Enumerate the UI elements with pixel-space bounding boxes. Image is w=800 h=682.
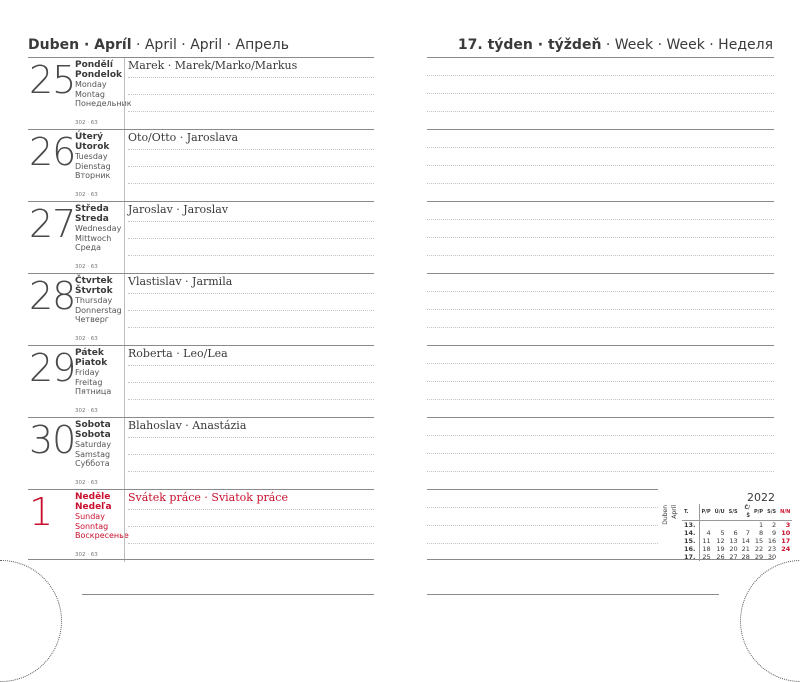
day-code: 302 · 63 [75, 192, 98, 198]
mini-calendar-weekday: S/S [765, 504, 778, 521]
day-row [28, 273, 374, 346]
day-names [75, 133, 111, 181]
day-name-de: Samstag [75, 449, 111, 459]
notes-line [427, 219, 774, 220]
writing-line [128, 94, 374, 95]
day-name-ru: Вторник [75, 171, 111, 181]
mini-calendar-day: 8 [758, 529, 764, 537]
day-number: 27 [29, 202, 76, 246]
mini-calendar-week [682, 537, 792, 545]
notes-day-rule [427, 345, 774, 346]
notes-line [427, 237, 774, 238]
day-name-de: Donnerstag [75, 305, 122, 315]
notes-line [427, 363, 774, 364]
notes-line [427, 255, 774, 256]
nameday-text: Vlastislav · Jarmila [128, 275, 233, 288]
mini-calendar-weekday: P/P [699, 504, 713, 521]
day-number: 28 [29, 274, 76, 318]
notes-line [427, 147, 774, 148]
notes-line [427, 453, 774, 454]
day-name-en: Tuesday [75, 152, 108, 161]
mini-calendar-day: 5 [720, 529, 725, 537]
writing-line [128, 111, 374, 112]
left-bottom-rule [28, 559, 374, 560]
day-code: 302 · 63 [75, 120, 98, 126]
nameday-text: Blahoslav · Anastázia [128, 419, 247, 432]
day-name-de: Dienstag [75, 161, 111, 171]
day-name-en: Thursday [75, 296, 113, 305]
day-name-de: Montag [75, 89, 105, 99]
month-name-bold: Duben · Apríl [28, 37, 132, 53]
day-name-sk: Piatok [75, 357, 108, 368]
day-name-de: Mittwoch [75, 233, 112, 243]
writing-line [128, 382, 374, 383]
page-corner-dots-left [0, 560, 62, 682]
notes-line [427, 399, 774, 400]
mini-calendar-day: 27 [729, 553, 738, 561]
notes-line [427, 165, 774, 166]
mini-calendar-day [727, 521, 740, 530]
notes-line [427, 543, 658, 544]
writing-line [128, 255, 374, 256]
nameday-text: Svátek práce · Sviatok práce [128, 491, 288, 504]
right-footer-rule [427, 594, 719, 595]
day-code: 302 · 63 [75, 480, 98, 486]
day-names [75, 277, 122, 325]
writing-line [128, 365, 374, 366]
day-number: 1 [29, 490, 53, 534]
mini-calendar-week-number: 15. [682, 537, 699, 545]
week-number-bold: 17. týden · týždeň [457, 37, 602, 53]
day-row [28, 57, 374, 130]
mini-calendar-day [740, 521, 752, 530]
mini-calendar-day: 2 [771, 521, 777, 529]
mini-calendar-day: 7 [745, 529, 750, 537]
day-name-ru: Воскресенье [75, 531, 129, 541]
day-name-cz: Čtvrtek [75, 276, 113, 286]
month-name-translations: · April · April · Апрель [131, 37, 289, 53]
mini-calendar-weekday: P/P [752, 504, 765, 521]
mini-calendar-week [682, 521, 792, 530]
mini-calendar-week-header: T. [682, 504, 699, 521]
mini-calendar-day: 28 [741, 553, 750, 561]
mini-calendar-day: 12 [716, 537, 725, 545]
day-name-sk: Štvrtok [75, 285, 113, 296]
day-number: 25 [29, 58, 76, 102]
day-name-sk: Sobota [75, 429, 111, 440]
mini-calendar-day: 17 [781, 537, 791, 545]
writing-line [128, 526, 374, 527]
writing-line [128, 310, 374, 311]
mini-calendar-day: 10 [781, 529, 791, 537]
day-row [28, 489, 374, 562]
mini-calendar-week-number: 13. [682, 521, 699, 530]
day-name-ru: Понедельник [75, 99, 132, 109]
mini-calendar-week [682, 529, 792, 537]
day-name-ru: Пятница [75, 387, 112, 397]
day-name-ru: Четверг [75, 315, 109, 325]
mini-calendar-weekday: S/S [727, 504, 740, 521]
day-name-cz: Pondělí [75, 60, 113, 70]
day-row [28, 129, 374, 202]
day-row [28, 417, 374, 490]
notes-line [427, 507, 658, 508]
day-name-ru: Суббота [75, 459, 110, 469]
day-separator [124, 346, 125, 418]
day-names [75, 349, 111, 397]
day-separator [124, 274, 125, 346]
notes-line [427, 327, 774, 328]
notes-line [427, 183, 774, 184]
mini-calendar-day: 29 [754, 553, 764, 561]
mini-calendar-day: 25 [702, 553, 711, 561]
mini-calendar-day: 21 [741, 545, 750, 553]
day-name-sk: Nedeľa [75, 501, 112, 512]
notes-day-rule [427, 201, 774, 202]
writing-line [128, 183, 374, 184]
mini-calendar-weekday: Ú/U [713, 504, 727, 521]
nameday-text: Roberta · Leo/Lea [128, 347, 228, 360]
day-name-ru: Среда [75, 243, 102, 253]
notes-day-rule [427, 417, 774, 418]
writing-line [128, 238, 374, 239]
day-name-cz: Středa [75, 204, 109, 214]
day-name-en: Friday [75, 368, 100, 377]
mini-calendar-month-sk: Apríl [671, 505, 678, 519]
mini-calendar-week-number: 17. [682, 553, 699, 561]
notes-line [427, 111, 774, 112]
notes-line [427, 75, 774, 76]
mini-calendar-day: 20 [729, 545, 738, 553]
mini-calendar-month-cz: Duben [662, 505, 669, 525]
notes-line [427, 381, 774, 382]
writing-line [128, 77, 374, 78]
day-code: 302 · 63 [75, 336, 98, 342]
mini-calendar-day [699, 521, 713, 530]
mini-calendar-weekday: Č/Š [740, 504, 752, 521]
day-row [28, 201, 374, 274]
day-separator [124, 130, 125, 202]
mini-calendar-day: 24 [781, 545, 791, 553]
notes-day-rule [427, 57, 774, 58]
notes-line [427, 471, 774, 472]
left-footer-rule [82, 594, 374, 595]
notes-line [427, 435, 774, 436]
notes-day-rule [427, 489, 658, 490]
writing-line [128, 454, 374, 455]
day-code: 302 · 63 [75, 552, 98, 558]
day-names [75, 421, 111, 469]
writing-line [128, 471, 374, 472]
day-separator [124, 202, 125, 274]
day-number: 30 [29, 418, 76, 462]
day-name-de: Sonntag [75, 521, 109, 531]
mini-calendar-day: 18 [702, 545, 711, 553]
day-name-sk: Streda [75, 213, 109, 224]
mini-calendar-day [713, 521, 727, 530]
day-name-sk: Pondelok [75, 69, 122, 80]
day-separator [124, 58, 125, 130]
writing-line [128, 327, 374, 328]
mini-calendar-day: 11 [702, 537, 711, 545]
mini-calendar-day: 3 [785, 521, 791, 529]
day-name-en: Sunday [75, 512, 105, 521]
day-number: 26 [29, 130, 76, 174]
notes-line [427, 291, 774, 292]
mini-calendar-day: 6 [733, 529, 738, 537]
mini-calendar-day: 13 [729, 537, 738, 545]
writing-line [128, 149, 374, 150]
writing-line [128, 509, 374, 510]
mini-calendar-day: 4 [706, 529, 711, 537]
nameday-text: Oto/Otto · Jaroslava [128, 131, 239, 144]
right-page-header [458, 37, 773, 53]
mini-calendar-day: 22 [754, 545, 764, 553]
day-names [75, 205, 121, 253]
notes-line [427, 309, 774, 310]
week-translations: · Week · Week · Неделя [601, 37, 773, 53]
day-name-cz: Sobota [75, 420, 111, 430]
day-name-en: Saturday [75, 440, 112, 449]
writing-line [128, 293, 374, 294]
nameday-text: Marek · Marek/Marko/Markus [128, 59, 298, 72]
left-page-header [28, 37, 289, 53]
mini-calendar-day: 26 [716, 553, 725, 561]
day-row [28, 345, 374, 418]
day-name-de: Freitag [75, 377, 103, 387]
day-separator [124, 490, 125, 562]
notes-day-rule [427, 129, 774, 130]
writing-line [128, 221, 374, 222]
mini-calendar-day: 15 [754, 537, 764, 545]
day-code: 302 · 63 [75, 408, 98, 414]
nameday-text: Jaroslav · Jaroslav [128, 203, 229, 216]
mini-calendar-year: 2022 [747, 491, 775, 504]
writing-line [128, 437, 374, 438]
mini-calendar-week-number: 16. [682, 545, 699, 553]
writing-line [128, 399, 374, 400]
day-number: 29 [29, 346, 76, 390]
notes-day-rule [427, 273, 774, 274]
mini-calendar-day: 9 [771, 529, 777, 537]
mini-calendar-week-number: 14. [682, 529, 699, 537]
day-name-cz: Neděle [75, 492, 111, 502]
page-corner-dots-right [740, 560, 800, 682]
day-name-cz: Úterý [75, 132, 104, 142]
mini-calendar-grid [682, 504, 792, 561]
day-name-cz: Pátek [75, 348, 104, 358]
day-code: 302 · 63 [75, 264, 98, 270]
mini-calendar-day: 1 [758, 521, 764, 529]
day-separator [124, 418, 125, 490]
writing-line [128, 543, 374, 544]
writing-line [128, 166, 374, 167]
mini-calendar-day: 23 [767, 545, 777, 553]
notes-line [427, 525, 658, 526]
mini-calendar-week [682, 545, 792, 553]
mini-calendar-weekday: N/N [778, 504, 792, 521]
day-name-en: Wednesday [75, 224, 122, 233]
mini-calendar-month [662, 505, 682, 545]
mini-calendar-day: 30 [767, 553, 777, 561]
day-name-sk: Utorok [75, 141, 110, 152]
mini-calendar-week [682, 553, 792, 561]
mini-calendar-day: 14 [741, 537, 750, 545]
mini-calendar-day: 16 [767, 537, 777, 545]
notes-line [427, 93, 774, 94]
mini-calendar-day: 19 [716, 545, 725, 553]
day-name-en: Monday [75, 80, 107, 89]
day-names [75, 493, 129, 541]
